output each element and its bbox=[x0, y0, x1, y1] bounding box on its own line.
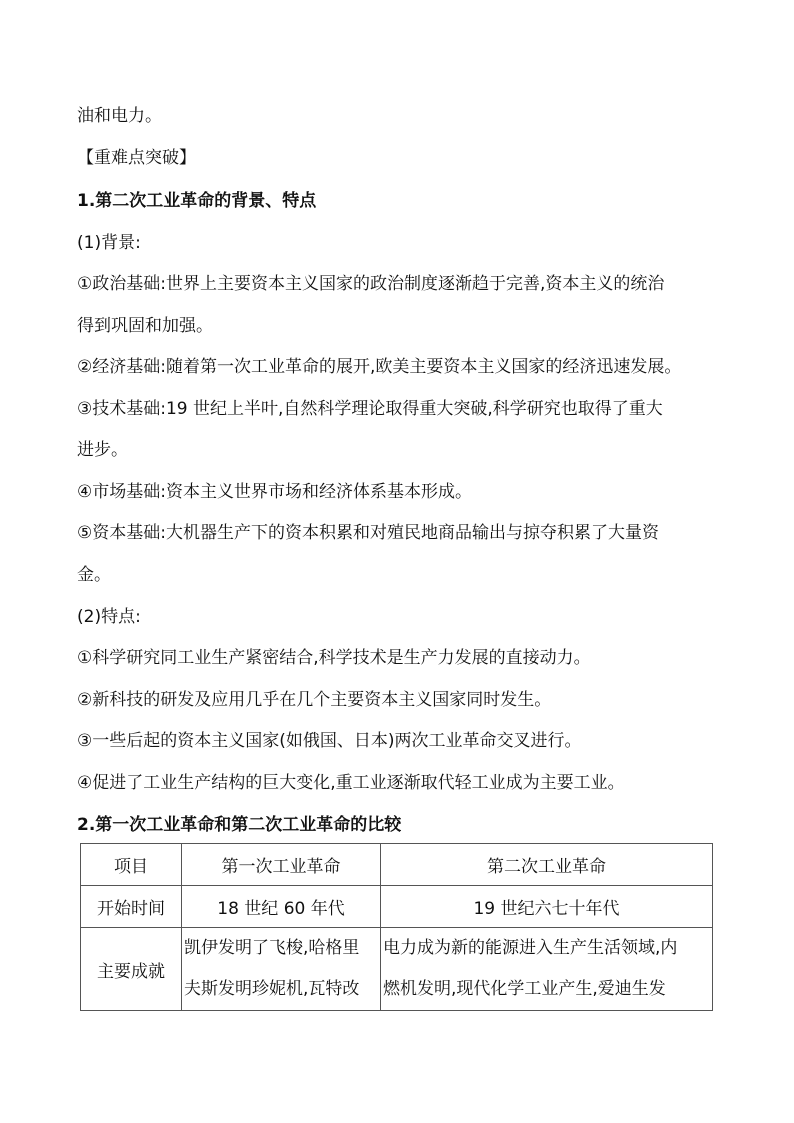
header-cell-second-revolution: 第二次工业革命 bbox=[381, 844, 713, 886]
cell-first-achievements-line-1: 凯伊发明了飞梭,哈格里 bbox=[184, 938, 360, 958]
section-heading-key-points: 【重难点突破】 bbox=[77, 148, 196, 168]
cell-second-achievements-line-2: 燃机发明,现代化学工业产生,爱迪生发 bbox=[383, 979, 666, 999]
paragraph-feature-3: ③一些后起的资本主义国家(如俄国、日本)两次工业革命交叉进行。 bbox=[77, 731, 582, 751]
header-cell-item: 项目 bbox=[81, 844, 182, 886]
subheading-features: (2)特点: bbox=[77, 607, 141, 627]
header-cell-first-revolution: 第一次工业革命 bbox=[182, 844, 381, 886]
heading-comparison: 2.第一次工业革命和第二次工业革命的比较 bbox=[77, 815, 402, 835]
cell-first-start-time: 18 世纪 60 年代 bbox=[182, 886, 381, 928]
paragraph-feature-4: ④促进了工业生产结构的巨大变化,重工业逐渐取代轻工业成为主要工业。 bbox=[77, 773, 625, 793]
row-label-achievements: 主要成就 bbox=[81, 928, 182, 1011]
cell-second-start-time: 19 世纪六七十年代 bbox=[381, 886, 713, 928]
subheading-background: (1)背景: bbox=[77, 233, 141, 253]
cell-first-achievements bbox=[182, 928, 381, 1011]
heading-second-industrial-revolution-background: 1.第二次工业革命的背景、特点 bbox=[77, 191, 317, 211]
paragraph-market-basis: ④市场基础:资本主义世界市场和经济体系基本形成。 bbox=[77, 482, 472, 502]
cell-second-achievements bbox=[381, 928, 713, 1011]
cell-second-achievements-line-1: 电力成为新的能源进入生产生活领域,内 bbox=[383, 938, 678, 958]
table-header-row bbox=[81, 844, 713, 886]
row-label-start-time: 开始时间 bbox=[81, 886, 182, 928]
cell-first-achievements-line-2: 夫斯发明珍妮机,瓦特改 bbox=[184, 979, 360, 999]
paragraph-political-basis: ①政治基础:世界上主要资本主义国家的政治制度逐渐趋于完善,资本主义的统治 bbox=[77, 274, 665, 294]
paragraph-capital-basis: ⑤资本基础:大机器生产下的资本积累和对殖民地商品输出与掠夺积累了大量资 bbox=[77, 523, 659, 543]
paragraph-continuation: 油和电力。 bbox=[77, 106, 162, 126]
paragraph-economic-basis: ②经济基础:随着第一次工业革命的展开,欧美主要资本主义国家的经济迅速发展。 bbox=[77, 357, 682, 377]
paragraph-feature-1: ①科学研究同工业生产紧密结合,科学技术是生产力发展的直接动力。 bbox=[77, 648, 591, 668]
paragraph-technical-basis: ③技术基础:19 世纪上半叶,自然科学理论取得重大突破,科学研究也取得了重大 bbox=[77, 399, 663, 419]
comparison-table bbox=[80, 843, 713, 1011]
paragraph-feature-2: ②新科技的研发及应用几乎在几个主要资本主义国家同时发生。 bbox=[77, 690, 552, 710]
table-row-achievements bbox=[81, 928, 713, 1011]
table-row-start-time bbox=[81, 886, 713, 928]
paragraph-capital-basis-cont: 金。 bbox=[77, 565, 111, 585]
paragraph-political-basis-cont: 得到巩固和加强。 bbox=[77, 316, 213, 336]
paragraph-technical-basis-cont: 进步。 bbox=[77, 440, 128, 460]
